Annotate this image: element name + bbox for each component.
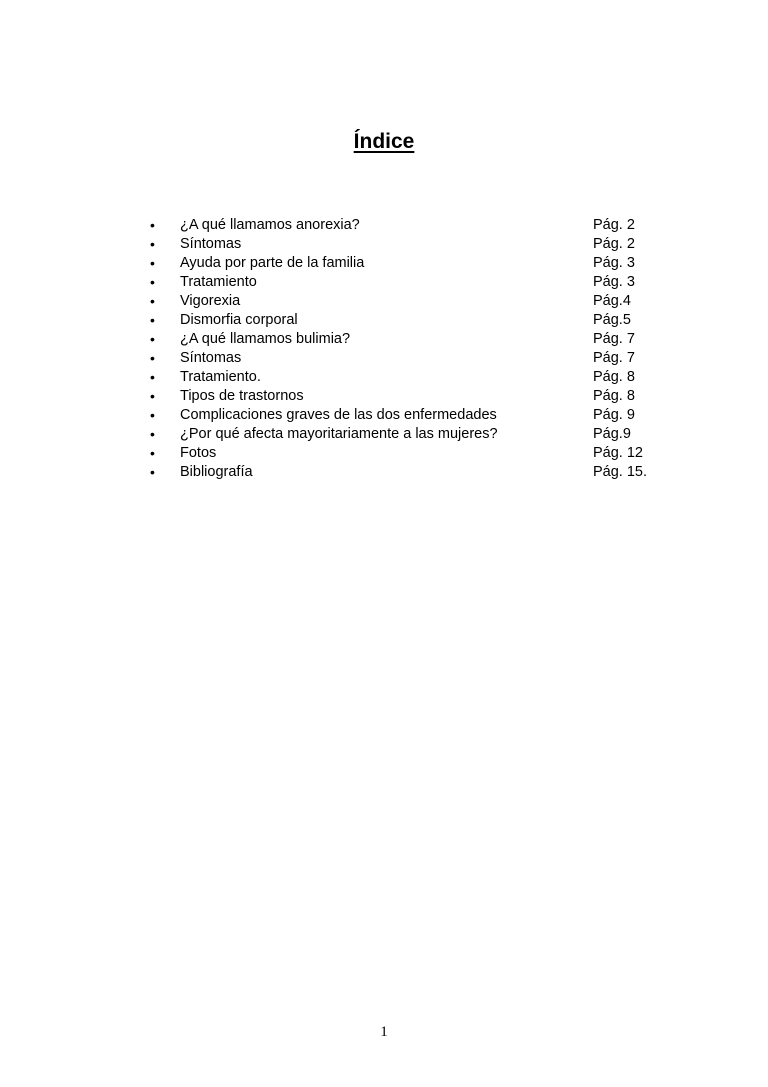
bullet-icon: • — [150, 445, 155, 461]
toc-entry — [150, 425, 710, 444]
toc-entry — [150, 273, 710, 292]
toc-entry-page: Pág. 9 — [593, 407, 635, 423]
toc-entry-label: Fotos — [180, 445, 217, 461]
toc-entry-page: Pág. 7 — [593, 331, 635, 347]
toc-entry — [150, 406, 710, 425]
toc-entry-label: Vigorexia — [180, 293, 241, 309]
toc-entry-page: Pág.9 — [593, 426, 631, 442]
bullet-icon: • — [150, 274, 155, 290]
bullet-icon: • — [150, 255, 155, 271]
bullet-icon: • — [150, 407, 155, 423]
toc-entry — [150, 311, 710, 330]
toc-entry-label: Síntomas — [180, 236, 242, 252]
toc-entry — [150, 235, 710, 254]
toc-entry-page: Pág. 8 — [593, 369, 635, 385]
toc-entry-page: Pág. 3 — [593, 255, 635, 271]
bullet-icon: • — [150, 350, 155, 366]
bullet-icon: • — [150, 464, 155, 480]
toc-entry-page: Pág.4 — [593, 293, 631, 309]
toc-entry-page: Pág.5 — [593, 312, 631, 328]
toc-entry-label: Complicaciones graves de las dos enfermedades — [180, 407, 497, 423]
bullet-icon: • — [150, 236, 155, 252]
toc-entry-label: Tratamiento — [180, 274, 257, 290]
toc-entry-label: Síntomas — [180, 350, 242, 366]
page-title: Índice — [353, 130, 415, 153]
toc-entry — [150, 387, 710, 406]
toc-entry-label: ¿A qué llamamos anorexia? — [180, 217, 360, 233]
toc-entry-label: ¿A qué llamamos bulimia? — [180, 331, 351, 347]
toc-entry-page: Pág. 2 — [593, 236, 635, 252]
page-number: 1 — [380, 1024, 388, 1040]
toc-entry-label: ¿Por qué afecta mayoritariamente a las mujeres? — [180, 426, 498, 442]
toc-entry-page: Pág. 7 — [593, 350, 635, 366]
toc-entry-label: Tratamiento. — [180, 369, 261, 385]
toc-entry — [150, 216, 710, 235]
toc-entry-page: Pág. 2 — [593, 217, 635, 233]
toc-entry — [150, 463, 710, 482]
toc-entry-page: Pág. 12 — [593, 445, 643, 461]
table-of-contents — [150, 216, 710, 482]
toc-entry-page: Pág. 3 — [593, 274, 635, 290]
toc-entry — [150, 444, 710, 463]
bullet-icon: • — [150, 312, 155, 328]
toc-entry — [150, 368, 710, 387]
toc-entry — [150, 254, 710, 273]
toc-entry — [150, 349, 710, 368]
toc-entry — [150, 330, 710, 349]
toc-entry-page: Pág. 8 — [593, 388, 635, 404]
bullet-icon: • — [150, 426, 155, 442]
toc-entry-page: Pág. 15. — [593, 464, 648, 480]
bullet-icon: • — [150, 388, 155, 404]
toc-entry-label: Ayuda por parte de la familia — [180, 255, 365, 271]
bullet-icon: • — [150, 369, 155, 385]
toc-entry-label: Bibliografía — [180, 464, 253, 480]
bullet-icon: • — [150, 293, 155, 309]
bullet-icon: • — [150, 217, 155, 233]
toc-entry — [150, 292, 710, 311]
toc-entry-label: Tipos de trastornos — [180, 388, 304, 404]
toc-entry-label: Dismorfia corporal — [180, 312, 298, 328]
bullet-icon: • — [150, 331, 155, 347]
